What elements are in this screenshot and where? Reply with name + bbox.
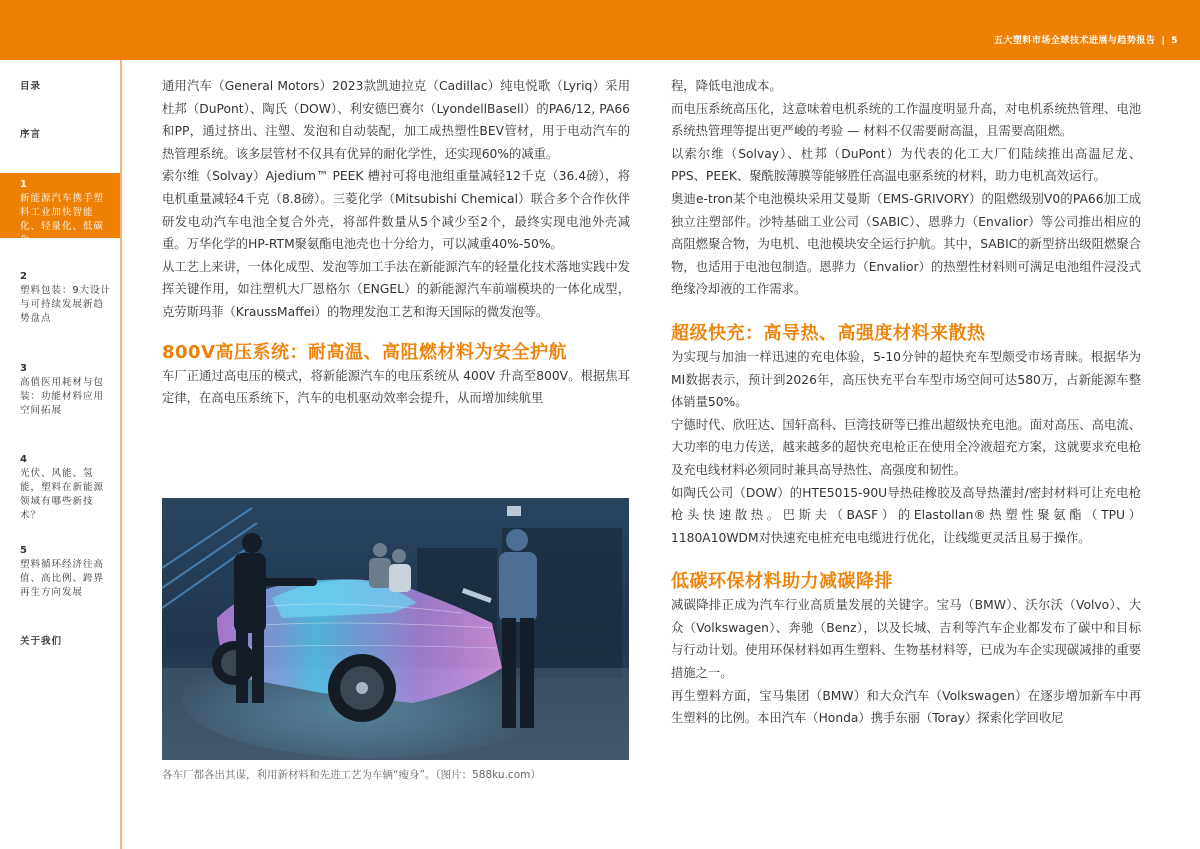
toc-label: 目录 xyxy=(20,81,42,92)
toc-label: 关于我们 xyxy=(20,636,63,647)
paragraph: 再生塑料方面，宝马集团（BMW）和大众汽车（Volkswagen）在逐步增加新车中再生塑料的比例。本田汽车（Honda）携手东丽（Toray）探索化学回收尼 xyxy=(671,688,1141,726)
toc-label: 序言 xyxy=(20,129,42,140)
figure-holographic-car-image xyxy=(162,498,629,760)
toc-number: 2 xyxy=(20,271,27,282)
table-of-contents-sidebar xyxy=(0,60,121,849)
toc-label: 塑料循环经济往高值、高比例、跨界再生方向发展 xyxy=(20,559,105,598)
toc-item-contents[interactable] xyxy=(0,80,120,94)
toc-label: 新能源汽车携手塑料工业加快智能化、轻量化、低碳化 xyxy=(20,193,105,246)
toc-item-chapter-4[interactable] xyxy=(0,453,120,523)
section-heading-low-carbon: 低碳环保材料助力减碳降排 xyxy=(671,571,893,593)
paragraph: 通用汽车（General Motors）2023款凯迪拉克（Cadillac）纯电悦歌（Lyriq）采用杜邦（DuPont）、陶氏（DOW）、利安德巴赛尔（LyondellBasell）的PA6/12, PA66和PP，通过挤出、注塑、发泡和自动装配，加工成热塑性BEV管材，用于电动汽车的热管理系统。该多层管材不仅具有优异的耐化学性，还实现60%的减重。 xyxy=(162,79,630,161)
paragraph: 而电压系统高压化，这意味着电机系统的工作温度明显升高，对电机系统热管理、电池系统热管理等提出更严峻的考验 — 材料不仅需要耐高温，且需要高阻燃。 xyxy=(671,101,1141,139)
section-heading-800v: 800V高压系统：耐高温、高阻燃材料为安全护航 xyxy=(162,341,568,363)
paragraph: 程，降低电池成本。 xyxy=(671,79,782,93)
left-column xyxy=(162,75,630,410)
toc-item-about-us[interactable] xyxy=(0,635,120,649)
section-heading-fast-charging: 超级快充：高导热、高强度材料来散热 xyxy=(671,322,986,344)
car-hologram-illustration xyxy=(162,498,629,760)
sidebar-divider xyxy=(120,60,122,849)
toc-item-chapter-2[interactable] xyxy=(0,270,120,326)
toc-item-preface[interactable] xyxy=(0,128,120,142)
header-separator: | xyxy=(1161,36,1166,46)
page-number: 5 xyxy=(1171,36,1178,46)
toc-number: 4 xyxy=(20,454,27,465)
paragraph: 为实现与加油一样迅速的充电体验，5-10分钟的超快充车型颇受市场青睐。根据华为MI数据表示，预计到2026年，高压快充平台车型市场空间可达580万，占新能源车整体销量50%。 xyxy=(671,349,1141,410)
paragraph: 车厂正通过高电压的模式，将新能源汽车的电压系统从 400V 升高至800V。根据焦耳定律，在高电压系统下，汽车的电机驱动效率会提升，从而增加续航里 xyxy=(162,368,630,406)
right-column xyxy=(671,75,1141,730)
figure-caption: 各车厂都各出其谋，利用新材料和先进工艺为车辆“瘦身”。（图片：588ku.com） xyxy=(162,769,541,781)
paragraph: 宁德时代、欣旺达、国轩高科、巨湾技研等已推出超级快充电池。面对高压、高电流、大功率的电力传送，越来越多的超快充电枪正在使用全冷液超充方案，这就要求充电枪及充电线材料必须同时兼具高导热性、高强度和韧性。 xyxy=(671,417,1141,477)
toc-label: 高值医用耗材与包装：功能材料应用空间拓展 xyxy=(20,377,105,416)
header-title xyxy=(994,33,1178,46)
report-title: 五大塑料市场全球技术进展与趋势报告 xyxy=(993,36,1156,46)
paragraph: 从工艺上来讲，一体化成型、发泡等加工手法在新能源汽车的轻量化技术落地实践中发挥关键作用，如注塑机大厂恩格尔（ENGEL）的新能源汽车前端模块的一体化成型，克劳斯玛菲（KraussMaffei）的物理发泡工艺和海天国际的微发泡等。 xyxy=(162,259,630,319)
toc-item-chapter-5[interactable] xyxy=(0,544,120,600)
toc-number: 3 xyxy=(20,363,27,374)
toc-label: 塑料包装：9大设计与可持续发展新趋势盘点 xyxy=(20,285,112,324)
paragraph: 以索尔维（Solvay）、杜邦（DuPont）为代表的化工大厂们陆续推出高温尼龙、PPS、PEEK、聚酰胺薄膜等能够胜任高温电驱系统的材料，助力电机高效运行。 xyxy=(671,146,1141,184)
paragraph: 减碳降排正成为汽车行业高质量发展的关键字。宝马（BMW）、沃尔沃（Volvo）、大众（Volkswagen）、奔驰（Benz），以及长城、吉利等汽车企业都发布了碳中和目标与行动计划。使用环保材料如再生塑料、生物基材料等，已成为车企实现碳减排的重要措施之一。 xyxy=(671,598,1141,681)
toc-item-chapter-3[interactable] xyxy=(0,362,120,418)
paragraph: 索尔维（Solvay）Ajedium™ PEEK 槽衬可将电池组重量减轻12千克（36.4磅），将电机重量减轻4千克（8.8磅）。三菱化学（Mitsubishi Chemical）联合多个合作伙伴研发电动汽车电池全复合外壳，将部件数量从5个减少至2个，最终实现电池外壳减重。万华化学的HP-RTM聚氨酯电池壳也十分给力，可以减重40%-50%。 xyxy=(162,169,630,252)
paragraph: 如陶氏公司（DOW）的HTE5015-90U导热硅橡胶及高导热灌封/密封材料可让充电枪枪头快速散热。巴斯夫（BASF）的Elastollan®热塑性聚氨酯（TPU）1180A10WDM对快速充电桩充电电缆进行优化，让线缆更灵活且易于操作。 xyxy=(671,485,1141,545)
toc-item-chapter-1[interactable] xyxy=(0,173,120,246)
header-bar xyxy=(0,0,1200,60)
paragraph: 奥迪e-tron某个电池模块采用艾曼斯（EMS-GRIVORY）的阻燃级别V0的PA66加工成独立注塑部件。沙特基础工业公司（SABIC）、恩骅力（Envalior）等公司推出相应的高阻燃聚合物，为电机、电池模块安全运行护航。其中，SABIC的新型挤出级阻燃聚合物，也适用于电池包制造。恩骅力（Envalior）的热塑性材料则可满足电池组件浸没式绝缘冷却液的工作需求。 xyxy=(671,191,1141,297)
toc-number: 1 xyxy=(20,179,27,190)
toc-number: 5 xyxy=(20,545,27,556)
toc-label: 光伏、风能、氢能，塑料在新能源领域有哪些新技术？ xyxy=(20,468,105,521)
